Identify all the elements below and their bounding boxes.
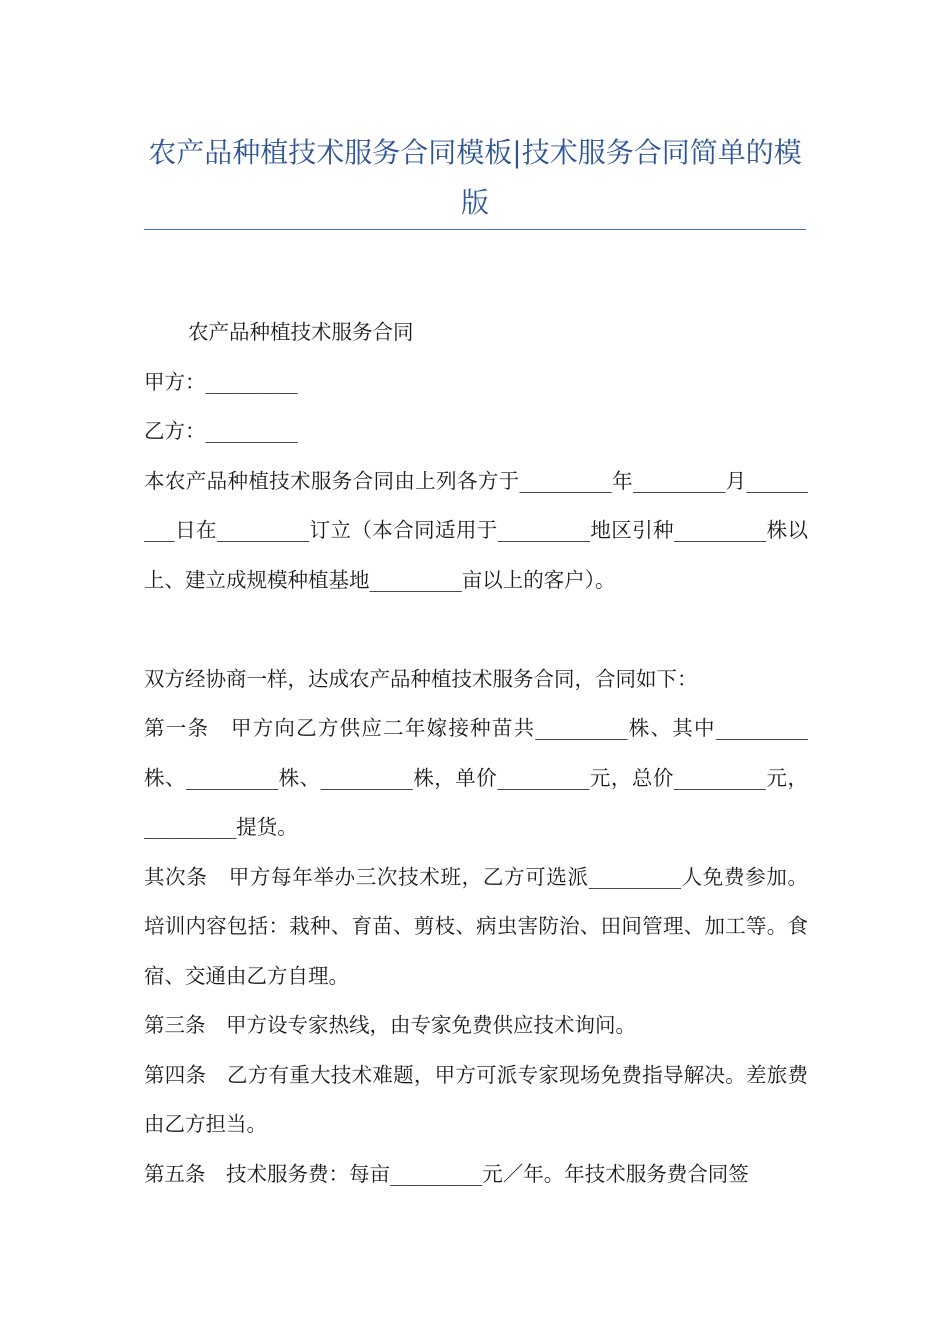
- agreement-paragraph: 双方经协商一样，达成农产品种植技术服务合同，合同如下：: [144, 666, 698, 691]
- clause-1: 第一条 甲方向乙方供应二年嫁接种苗共_________株、其中_________株、_________株、_________株，单价_________元，总价_________元，_________提货。: [144, 716, 808, 839]
- clause-2: 其次条 甲方每年举办三次技术班，乙方可选派_________人免费参加。培训内容包括：栽种、育苗、剪枝、病虫害防治、田间管理、加工等。食宿、交通由乙方自理。: [144, 864, 808, 988]
- document-body: [144, 308, 808, 1199]
- paragraph-spacer: [144, 605, 808, 655]
- contract-heading: 农产品种植技术服务合同: [188, 320, 414, 344]
- title-divider: [144, 229, 806, 230]
- clause-5: 第五条 技术服务费：每亩_________元／年。年技术服务费合同签: [144, 1161, 749, 1186]
- clause-3: 第三条 甲方设专家热线，由专家免费供应技术询问。: [144, 1013, 636, 1037]
- party-b-line: 乙方：_________: [144, 419, 298, 443]
- document-title: 农产品种植技术服务合同模板|技术服务合同简单的模版: [148, 136, 802, 219]
- intro-paragraph: 本农产品种植技术服务合同由上列各方于_________年_________月_________日在_________订立（本合同适用于_________地区引种_________株以上、建立成规模种植基地_________亩以上的客户）。: [144, 468, 808, 592]
- clause-4: 第四条 乙方有重大技术难题，甲方可派专家现场免费指导解决。差旅费由乙方担当。: [144, 1062, 808, 1136]
- party-a-line: 甲方：_________: [144, 369, 298, 394]
